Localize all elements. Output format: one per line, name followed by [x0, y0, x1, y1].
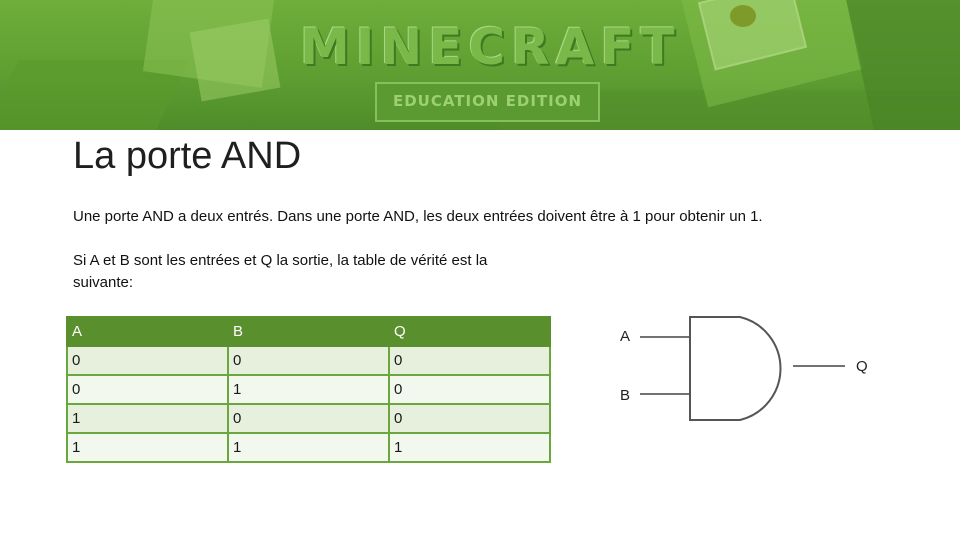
- gate-input-b-label: B: [620, 387, 631, 404]
- table-cell: 0: [67, 375, 228, 404]
- banner-block-decoration: [730, 5, 756, 27]
- table-header-row: [67, 317, 550, 346]
- gate-output-q-label: Q: [856, 358, 868, 375]
- table-cell: 1: [67, 404, 228, 433]
- table-cell: 0: [389, 404, 550, 433]
- table-row: [67, 404, 550, 433]
- table-cell: 0: [389, 375, 550, 404]
- table-row: [67, 346, 550, 375]
- logo-subtitle: EDUCATION EDITION: [375, 82, 600, 122]
- banner-block-decoration: [190, 19, 281, 102]
- column-header-a: A: [67, 317, 228, 346]
- table-cell: 0: [67, 346, 228, 375]
- truth-table-intro: Si A et B sont les entrées et Q la sortie, la table de vérité est la suivante:: [73, 252, 488, 291]
- table-cell: 1: [228, 375, 389, 404]
- table-cell: 0: [228, 346, 389, 375]
- column-header-q: Q: [389, 317, 550, 346]
- table-cell: 0: [389, 346, 550, 375]
- header-banner: [0, 0, 960, 130]
- and-gate-diagram: [610, 310, 880, 430]
- minecraft-logo: [300, 14, 680, 114]
- truth-table: [66, 316, 551, 463]
- table-cell: 1: [228, 433, 389, 462]
- table-row: [67, 375, 550, 404]
- slide-title: La porte AND: [73, 135, 302, 177]
- table-row: [67, 433, 550, 462]
- and-gate-body: [690, 317, 780, 420]
- column-header-b: B: [228, 317, 389, 346]
- table-cell: 0: [228, 404, 389, 433]
- table-cell: 1: [389, 433, 550, 462]
- and-gate-symbol: [610, 310, 880, 430]
- table-cell: 1: [67, 433, 228, 462]
- gate-input-a-label: A: [620, 328, 631, 345]
- intro-paragraph: Une porte AND a deux entrés. Dans une porte AND, les deux entrées doivent être à 1 pour obtenir un 1.: [73, 208, 763, 225]
- logo-wordmark: MINECRAFT: [300, 18, 681, 76]
